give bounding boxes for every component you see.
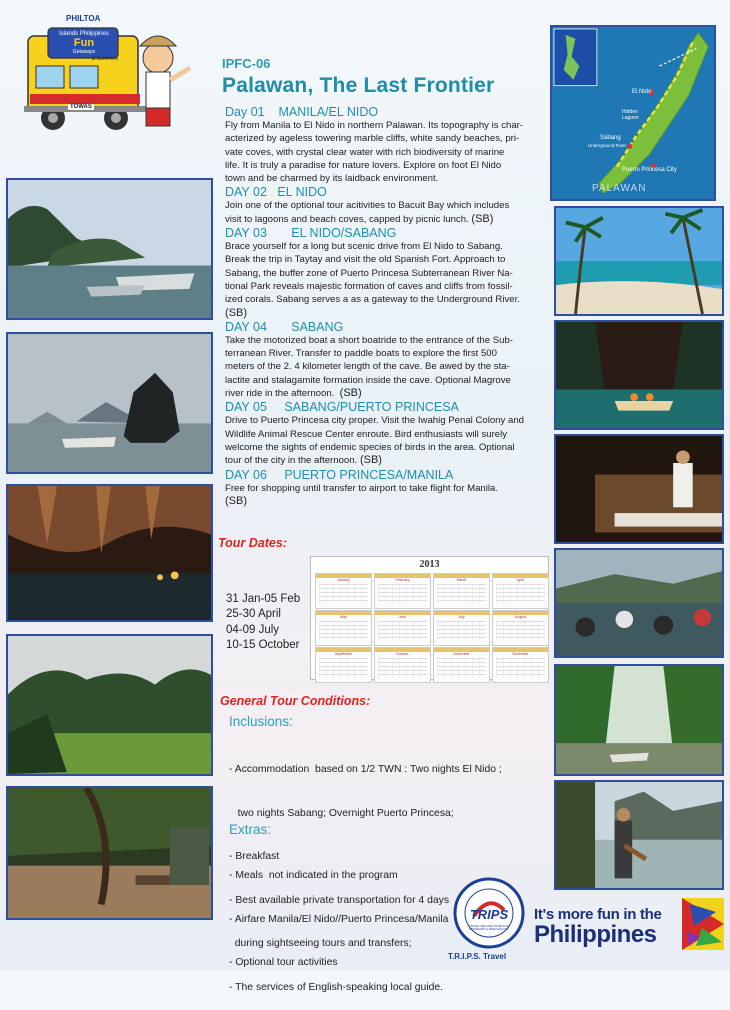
calendar-month-name: November	[453, 652, 470, 656]
calendar-month	[374, 610, 431, 646]
meal-code: (SB)	[471, 212, 494, 225]
list-item: - Meals not indicated in the program	[229, 870, 398, 881]
calendar-month-name: September	[334, 652, 353, 656]
map-label-el-nido: El Nido	[632, 89, 652, 95]
calendar-month-name: May	[340, 615, 347, 619]
day-description: Take the motorized boat a short boatride to the entrance of the Sub- terranean River. Transfer to paddle boats to explore the first 500 meters of the 2. 4 kilometer length of the cave. Be awed by the sta- lactite and stalagamite formation inside the cave. Optional Magrove river ride in the afternoon. (SB)	[225, 334, 513, 400]
tour-date: 04-09 July	[226, 623, 280, 636]
calendar-month	[315, 610, 372, 646]
calendar-month-name: August	[515, 615, 526, 619]
meal-code: (SB)	[225, 306, 247, 319]
photo-wildlife-center	[6, 786, 213, 920]
day-heading: DAY 05 SABANG/PUERTO PRINCESA	[225, 400, 459, 415]
list-item: - Breakfast	[229, 851, 280, 862]
calendar-month-name: April	[516, 578, 524, 582]
slogan-line-2: Philippines	[534, 921, 657, 948]
calendar-month	[492, 573, 549, 609]
tour-date: 10-15 October	[226, 639, 300, 652]
itinerary	[225, 105, 540, 508]
trips-emblem-text: TRIPS	[469, 907, 509, 922]
tour-code: IPFC-06	[222, 56, 271, 71]
photo-underground-cave	[6, 484, 213, 622]
list-item: two nights Sabang; Overnight Puerto Princesa;	[229, 807, 454, 819]
tour-date: 25-30 April	[226, 608, 281, 621]
calendar-month-name: December	[512, 652, 529, 656]
jeepney-sign-line: & Summers	[92, 56, 119, 62]
photo-boat-tourists	[554, 548, 724, 658]
extras-heading: Extras:	[229, 822, 272, 837]
calendar-month-name: March	[456, 578, 467, 582]
tour-date: 31 Jan-05 Feb	[226, 593, 301, 605]
day-description: Brace yourself for a long but scenic drive from El Nido to Sabang. Break the trip in Taytay and visit the old Spanish Fort. Approach to Sabang, the buffer zone of Puerto Princesa Subterranean River Na- tional Park reveals majestic formation of caves and cliffs from fossil- ized corals. Sabang serves a as a gateway to the Underground River. (SB)	[225, 240, 540, 320]
day-description: Free for shopping until transfer to airport to take flight for Manila. (SB)	[225, 482, 540, 509]
meal-code: (SB)	[359, 454, 382, 467]
jeepney-sign-line: Getaways	[72, 49, 96, 55]
list-item: - Airfare Manila/El Nido//Puerto Princesa/Manila	[229, 913, 449, 925]
map-label-puerto-princesa: Puerto Princesa City	[622, 167, 677, 173]
calendar-month	[315, 647, 372, 683]
tour-dates-list	[226, 592, 300, 654]
calendar-month-name: February	[395, 578, 410, 582]
photo-beach-palms	[554, 206, 724, 316]
calendar-month	[374, 573, 431, 609]
map-label-underground-river: Underground River	[588, 143, 627, 148]
photo-green-mountains	[6, 634, 213, 776]
day-block	[225, 400, 540, 467]
conditions-heading: General Tour Conditions:	[220, 694, 371, 708]
day-heading: DAY 06 PUERTO PRINCESA/MANILA	[225, 467, 454, 482]
extras-list	[229, 840, 448, 985]
philtoa-jeepney-logo	[18, 8, 203, 148]
philippines-colorful-logo-icon	[682, 898, 724, 950]
day-heading: Day 01 MANILA/EL NIDO	[225, 105, 379, 119]
tour-dates-heading: Tour Dates:	[218, 536, 287, 550]
photo-el-nido-bay	[6, 178, 213, 320]
day-block	[225, 320, 540, 400]
jeepney-sign-line: Islands Philippines	[59, 31, 109, 37]
calendar-month-name: June	[398, 615, 407, 619]
calendar-month-name: January	[337, 578, 350, 582]
inclusions-heading: Inclusions:	[229, 714, 293, 729]
day-description: Join one of the optional tour acitivities to Bacuit Bay which includes visit to lagoons and beach coves, capped by picnic lunch. (SB)	[225, 200, 510, 225]
list-item: - Optional tour activities	[229, 957, 338, 968]
page-title: Palawan, The Last Frontier	[222, 74, 495, 97]
photo-rescue-center	[554, 434, 724, 544]
calendar-month	[433, 610, 490, 646]
slogan-line-1: It's more fun in the	[534, 906, 662, 923]
meal-code: (SB)	[339, 387, 362, 400]
calendar-month	[433, 573, 490, 609]
meal-code: (SB)	[225, 494, 247, 507]
day-block	[225, 105, 540, 185]
calendar-month	[374, 647, 431, 683]
calendar-2013	[310, 556, 549, 680]
day-heading: DAY 02 EL NIDO	[225, 185, 327, 200]
trips-ring-text: TRAVEL RELATED INCENTIVE PROGRAMS & SERVICES INC.	[468, 924, 510, 932]
list-item: - Best available private transportation for 4 days	[229, 894, 450, 906]
jeepney-sign	[50, 30, 118, 57]
map-label-sabang: Sabang	[600, 135, 621, 141]
photo-rock-formation	[6, 332, 213, 474]
map-label-palawan: PALAWAN	[592, 183, 647, 194]
day-block	[225, 226, 540, 320]
day-description: Fly from Manila to El Nido in northern Palawan. Its topography is char- acterized by ageless towering marble cliffs, white sandy beaches, pri- vate coves, with crystal clear water with rich biodiversity of marine life. It is truly a paradise for nature lovers. Explore on foot El Nido town and be charmed by its laidback environment.	[225, 120, 524, 185]
trips-travel-logo	[448, 876, 526, 966]
photo-guitar-player	[554, 780, 724, 890]
map-label-hidden-lagoon: Hidden Lagoon	[622, 109, 639, 121]
calendar-month	[315, 573, 372, 609]
jeepney-sign-line: Fun	[73, 37, 95, 49]
calendar-month-name: October	[396, 652, 409, 656]
calendar-year: 2013	[419, 559, 440, 570]
day-heading: DAY 03 EL NIDO/SABANG	[225, 226, 397, 241]
palawan-map	[550, 25, 716, 201]
list-item: - The services of English-speaking local guide.	[229, 981, 444, 993]
list-item: - Accommodation based on 1/2 TWN : Two nights El Nido ;	[229, 764, 502, 775]
list-item: during sightseeing tours and transfers;	[229, 938, 412, 949]
calendar-month	[492, 647, 549, 683]
calendar-month-name: July	[458, 615, 465, 619]
photo-river-entrance	[554, 320, 724, 430]
calendar-month	[492, 610, 549, 646]
day-description: Drive to Puerto Princesa city proper. Visit the Iwahig Penal Colony and Wildlife Animal Rescue Center enroute. Bird enthusiasts will surely welcome the sights of endemic species of birds in the area. Optional tour of the city in the afternoon. (SB)	[225, 415, 524, 467]
day-block	[225, 468, 540, 509]
calendar-month	[433, 647, 490, 683]
day-heading: DAY 04 SABANG	[225, 319, 344, 334]
day-block	[225, 185, 540, 226]
slogan	[534, 906, 662, 947]
philtoa-brand-text: PHILTOA	[66, 14, 101, 23]
photo-mangrove-river	[554, 664, 724, 776]
trips-name: T.R.I.P.S. Travel	[448, 952, 507, 961]
jeepney-plate: TOWAS	[70, 104, 92, 110]
